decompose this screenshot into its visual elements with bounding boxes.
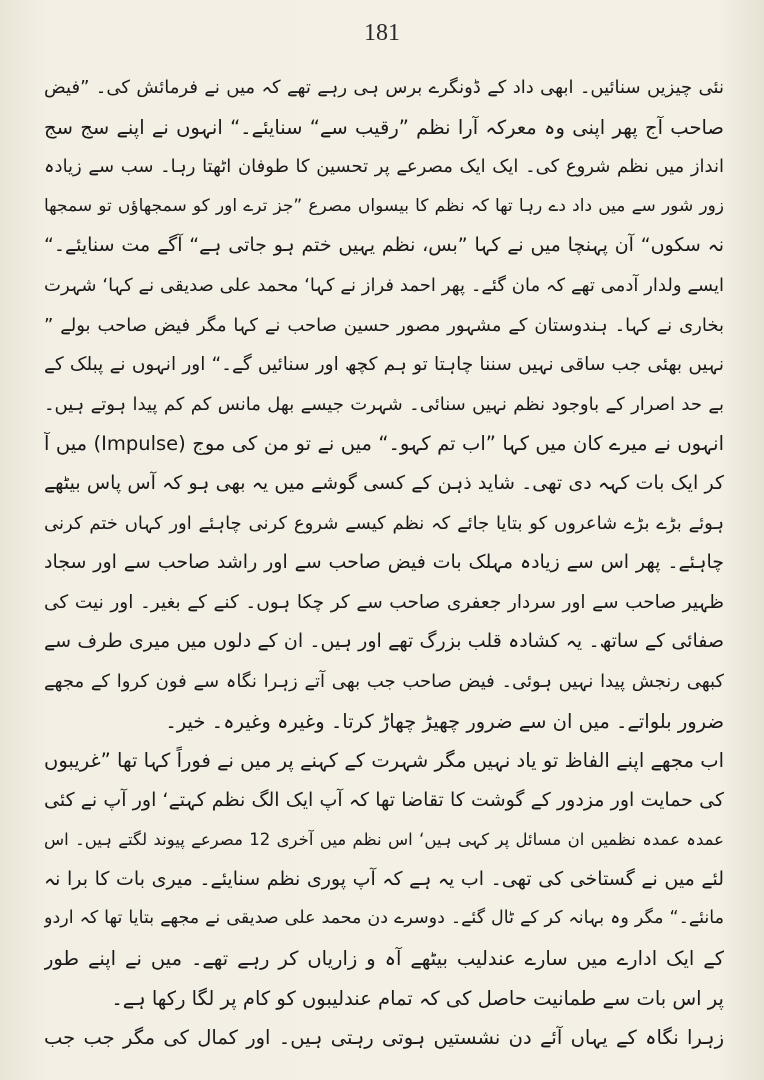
text-line: نہ سکوں“ آن پہنچا میں نے کہا ”بس، نظم یہیں ختم ہو جاتی ہے“ آگے مت سنایئے۔“ (44, 234, 724, 257)
text-line: صاحب آج پھر اپنی وہ معرکہ آرا نظم ”رقیب سے“ سنایئے۔“ انہوں نے اپنے سج سج (44, 115, 724, 139)
text-line: انداز میں نظم شروع کی۔ ایک ایک مصرعے پر تحسین کا طوفان اٹھتا رہا۔ سب سے زیادہ (44, 156, 724, 178)
text-line: پر اس بات سے طمانیت حاصل کی کہ تمام عندلیبوں کو کام پر لگا رکھا ہے۔ (111, 986, 724, 1010)
text-line: نہیں بھئی جب ساقی نہیں سننا چاہتا تو ہم کچھ اور سنائیں گے۔“ اور انہوں نے پبلک کے (44, 354, 724, 376)
text-line: ظہیر صاحب سے اور سردار جعفری صاحب سے کر چکا ہوں۔ کنے کے بغیر۔ اور نیت کی (44, 591, 724, 613)
text-line: نئی چیزیں سنائیں۔ ابھی داد کے ڈونگرے برس ہی رہے تھے کہ میں نے فرمائش کی۔ ”فیض (44, 77, 724, 98)
text-line: زور شور سے میں داد دے رہا تھا کہ نظم کا بیسواں مصرع ”جز ترے اور کو سمجھاؤں تو سمجھا (44, 195, 724, 216)
text-line: چاہئے۔ پھر اس سے زیادہ مہلک بات فیض صاحب سے اور راشد صاحب سے اور سجاد (44, 551, 724, 574)
text-line: کے ایک ادارے میں سارے عندلیب بیٹھے آہ و زاریاں کر رہے تھے۔ میں نے اپنے طور (44, 947, 724, 971)
text-line: عمدہ عمدہ نظمیں ان مسائل پر کہی ہیں‘ اس نظم میں آخری 12 مصرعے پیوند لگتے ہیں۔ اس (44, 830, 724, 850)
text-line: زہرا نگاہ کے یہاں آئے دن نشستیں ہوتی رہتی ہیں۔ اور کمال کی مگر جب جب (44, 1026, 724, 1050)
page-number: 181 (364, 20, 400, 46)
text-line: کبھی رنجش پیدا نہیں ہوئی۔ فیض صاحب جب بھی آتے زہرا نگاہ سے فون کروا کے مجھے (44, 670, 724, 692)
text-line: ہوئے بڑے بڑے شاعروں کو بتایا جائے کہ نظم کیسے شروع کرنی چاہئے اور کہاں ختم کرنی (44, 512, 724, 534)
text-line: بے حد اصرار کے باوجود نظم نہیں سنائی۔ شہرت جیسے بھل مانس کم کم پیدا ہوتے ہیں۔ (44, 393, 724, 415)
text-line: صفائی کے ساتھ۔ یہ کشادہ قلب بزرگ تھے اور ہیں۔ ان کے دلوں میں میری طرف سے (44, 630, 724, 653)
text-line: ایسے ولدار آدمی تھے کہ مان گئے۔ پھر احمد فراز نے کہا‘ محمد علی صدیقی نے کہا‘ شہرت (44, 274, 724, 296)
text-line: بخاری نے کہا۔ ہندوستان کے مشہور مصور حسین صاحب نے کہا مگر فیض صاحب بولے ” (44, 314, 724, 336)
text-line: ضرور بلواتے۔ میں ان سے ضرور چھیڑ چھاڑ کرتا۔ وغیرہ وغیرہ۔ خیر۔ (165, 709, 724, 733)
text-line: کر ایک بات کہہ دی تھی۔ شاید ذہن کے کسی گوشے میں یہ بھی ہو کہ آس پاس بیٹھے (44, 471, 724, 494)
text-line: اب مجھے اپنے الفاظ تو یاد نہیں مگر شہرت کے کہنے پر میں نے فوراً کہا تھا ”غریبوں (44, 749, 724, 773)
text-line: مانئے۔“ مگر وہ بہانہ کر کے ٹال گئے۔ دوسرے دن محمد علی صدیقی نے مجھے بتایا تھا کہ اردو (44, 908, 724, 929)
page-body-text (44, 68, 724, 1058)
text-line: کی حمایت اور مزدور کے گوشت کا تقاضا تھا کہ آپ ایک الگ نظم کہتے‘ اور آپ نے کئی (44, 788, 724, 811)
text-line: انہوں نے میرے کان میں کہا ”اب تم کہو۔“ میں نے تو من کی موج (Impulse) میں آ (44, 432, 724, 456)
text-line: لئے میں نے گستاخی کی تھی۔ اب یہ ہے کہ آپ پوری نظم سنایئے۔ میری بات کا برا نہ (44, 867, 724, 890)
